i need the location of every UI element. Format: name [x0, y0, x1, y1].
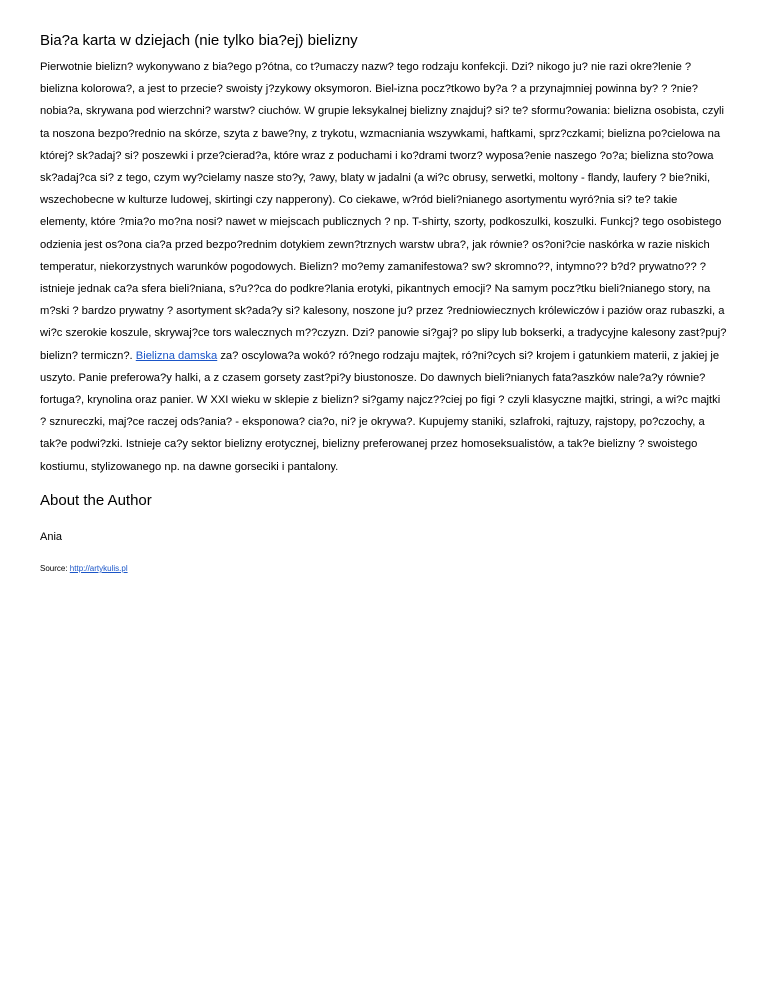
source-label: Source: [40, 563, 70, 573]
article-body [40, 56, 728, 478]
article-title: Bia?a karta w dziejach (nie tylko bia?ej) bielizny [40, 32, 358, 49]
about-author-heading: About the Author [40, 491, 152, 509]
author-name: Ania [40, 530, 63, 543]
article-body-text-end: za? oscylowa?a wokó? ró?nego rodzaju majtek, ró?ni?cych si? krojem i gatunkiem materii, z jakiej je uszyto. Panie preferowa?y halki, a z czasem gorsety zast?pi?y biustonosze. Do dawnych bieli?nianych fata?aszków nale?a?y równie? fortuga?, krynolina oraz panier. W XXI wieku w sklepie z bielizn? si?gamy najcz??ciej po figi ? czyli klasyczne majtki, stringi, a wi?c majtki ? sznureczki, maj?ce raczej ods?ania? - eksponowa? cia?o, ni? je okrywa?. Kupujemy staniki, szlafroki, rajtuzy, rajstopy, po?czochy, a tak?e podwi?zki. Istnieje ca?y sektor bielizny erotycznej, bielizny preferowanej przez homoseksualistów, a tak?e bielizny ? swoistego kostiumu, stylizowanego np. na dawne gorseciki i pantalony. [40, 349, 721, 473]
article-body-text-start: Pierwotnie bielizn? wykonywano z bia?ego p?ótna, co t?umaczy nazw? tego rodzaju konfekcji. Dzi? nikogo ju? nie razi okre?lenie ?bielizna kolorowa?, a jest to przecie? swoisty j?zykowy oksymoron. Biel-izna pocz?tkowo by?a ? a przynajmniej powinna by? ? ?nie?nobia?a, skrywana pod wierzchni? warstw? ciuchów. W grupie leksykalnej bielizny znajduj? si? te? sformu?owania: bielizna osobista, czyli ta noszona bezpo?rednio na skórze, szyta z bawe?ny, z trykotu, wzmacniania wszywkami, haftkami, sprz?czkami; bielizna po?cielowa na której? sk?adaj? si? poszewki i prze?cierad?a, które wraz z poduchami i ko?drami tworz? wyposa?enie naszego ?o?a; bielizna sto?owa sk?adaj?ca si? z tego, czym wy?cielamy nasze sto?y, ?awy, blaty w jadalni (a wi?c obrusy, serwetki, moltony - flandy, laufery ? bie?niki, wszechobecne w kulturze ludowej, skirtingi czy napperony). Co ciekawe, w?ród bieli?nianego asortymentu wyró?nia si? te? takie elementy, które ?mia?o mo?na nosi? nawet w miejscach publicznych ? np. T-shirty, szorty, podkoszulki, koszulki. Funkcj? tego osobistego odzienia jest os?ona cia?a przed bezpo?rednim dotykiem zewn?trznych warstw ubra?, jak równie? os?oni?cie naskórka w razie niskich temperatur, niekorzystnych warunków pogodowych. Bielizn? mo?emy zamanifestowa? sw? skromno??, intymno?? b?d? prywatno?? ? istnieje jednak ca?a sfera bieli?niana, s?u??ca do podkre?lania erotyki, pikantnych emocji? Na samym pocz?tku bieli?nianego story, na m?ski ? bardzo prywatny ? asortyment sk?ada?y si? kalesony, noszone ju? przez ?redniowiecznych królewiczów i paziów oraz rubaszki, a wi?c szerokie koszule, skrywaj?ce tors walecznych m??czyzn. Dzi? panowie si?gaj? po slipy lub bokserki, a tradycyjne kalesony zast?puj? bielizn? termiczn?. [40, 61, 727, 362]
source-line [40, 564, 728, 574]
source-link[interactable]: http://artykulis.pl [69, 563, 128, 573]
bielizna-damska-link[interactable]: Bielizna damska [135, 349, 218, 362]
